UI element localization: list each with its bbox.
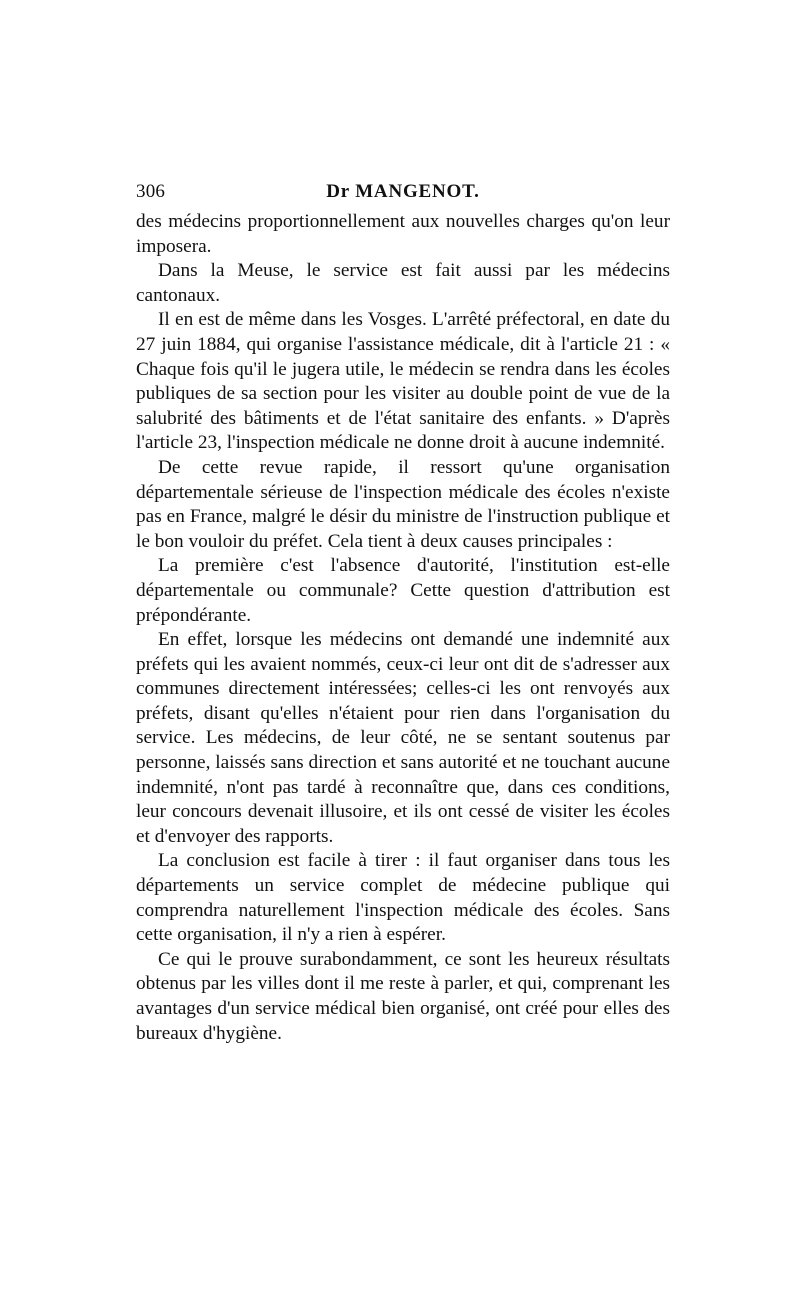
- paragraph-summary: De cette revue rapide, il ressort qu'une organisation départementale sérieuse de l'inspection médicale des écoles n'existe pas en France, malgré le désir du ministre de l'instruction publique et le bon vouloir du préfet. Cela tient à deux causes principales :: [136, 456, 670, 552]
- page-header: [136, 181, 670, 207]
- body-text: [136, 210, 670, 1046]
- running-head: Dr MANGENOT.: [326, 181, 480, 202]
- paragraph-meuse: Dans la Meuse, le service est fait aussi par les médecins cantonaux.: [136, 260, 670, 306]
- paragraph-continuation: des médecins proportionnellement aux nouvelles charges qu'on leur imposera.: [136, 211, 670, 257]
- page-number: 306: [136, 181, 166, 202]
- paragraph-indemnity: En effet, lorsque les médecins ont demandé une indemnité aux préfets qui les avaient nommés, ceux-ci leur ont dit de s'adresser aux communes directement intéressées; celles-ci les ont renvoyés aux préfets, disant qu'elles n'étaient pour rien dans l'organisation du service. Les médecins, de leur côté, ne se sentant soutenus par personne, laissés sans direction et sans autorité et ne touchant aucune indemnité, n'ont pas tardé à reconnaître que, dans ces conditions, leur concours devenait illusoire, et ils ont cessé de visiter les écoles et d'envoyer des rapports.: [136, 629, 670, 847]
- paragraph-proof: Ce qui le prouve surabondamment, ce sont les heureux résultats obtenus par les villes dont il me reste à parler, et qui, comprenant les avantages d'un service médical bien organisé, ont créé pour elles des bureaux d'hygiène.: [136, 948, 670, 1044]
- paragraph-first-cause: La première c'est l'absence d'autorité, l'institution est-elle départementale ou communale? Cette question d'attribution est prépondérante.: [136, 555, 670, 626]
- paragraph-vosges: Il en est de même dans les Vosges. L'arrêté préfectoral, en date du 27 juin 1884, qui organise l'assistance médicale, dit à l'article 21 : « Chaque fois qu'il le jugera utile, le médecin se rendra dans les écoles publiques de sa section pour les visiter au double point de vue de la salubrité des bâtiments et de l'état sanitaire des enfants. » D'après l'article 23, l'inspection médicale ne donne droit à aucune indemnité.: [136, 309, 670, 454]
- paragraph-conclusion: La conclusion est facile à tirer : il faut organiser dans tous les départements un service complet de médecine publique qui comprendra naturellement l'inspection médicale des écoles. Sans cette organisation, il n'y a rien à espérer.: [136, 850, 670, 946]
